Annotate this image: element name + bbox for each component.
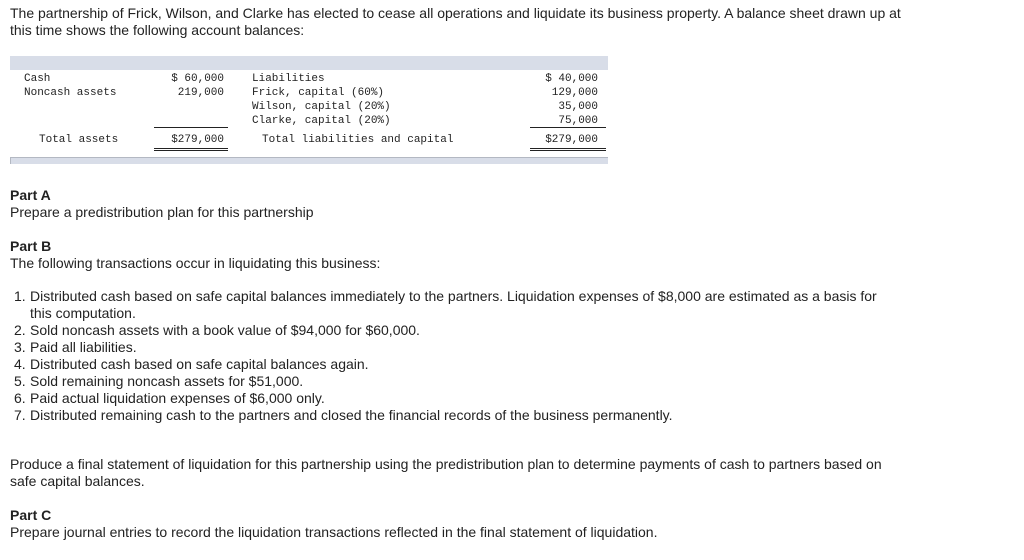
list-item-number: 2. bbox=[14, 322, 26, 338]
liab-label-liabilities: Liabilities bbox=[252, 73, 325, 85]
intro-text: The partnership of Frick, Wilson, and Clarke has elected to cease all operations and liquidate its business property. A balance sheet drawn up at this time shows the following account balances: bbox=[10, 5, 901, 38]
assets-total-double-rule bbox=[154, 148, 228, 151]
liab-label-frick: Frick, capital (60%) bbox=[252, 87, 385, 99]
liab-label-clarke: Clarke, capital (20%) bbox=[252, 115, 391, 127]
list-item-text: Distributed cash based on safe capital balances immediately to the partners. Liquidation expenses of $8,000 are estimated as a basis for this computation. bbox=[30, 288, 877, 321]
part-c-text: Prepare journal entries to record the liquidation transactions reflected in the final statement of liquidation. bbox=[10, 524, 658, 540]
liab-total-double-rule bbox=[530, 148, 606, 151]
list-item bbox=[14, 356, 894, 373]
liab-amount-frick: 129,000 bbox=[551, 87, 598, 99]
liab-amount-clarke: 75,000 bbox=[558, 115, 598, 127]
asset-label-noncash: Noncash assets bbox=[24, 87, 117, 99]
total-liab-capital-label: Total liabilities and capital bbox=[262, 134, 454, 146]
assets-subtotal-rule bbox=[154, 127, 228, 128]
liab-amount-wilson: 35,000 bbox=[558, 101, 598, 113]
list-item-number: 7. bbox=[14, 407, 26, 423]
part-b-heading: Part B bbox=[10, 238, 52, 254]
asset-amount-noncash: 219,000 bbox=[177, 87, 224, 99]
part-a-text: Prepare a predistribution plan for this partnership bbox=[10, 204, 314, 220]
asset-label-cash: Cash bbox=[24, 73, 51, 85]
part-a-heading: Part A bbox=[10, 187, 51, 203]
list-item-text: Distributed remaining cash to the partners and closed the financial records of the business permanently. bbox=[30, 407, 673, 423]
list-item-number: 4. bbox=[14, 356, 26, 372]
transaction-list bbox=[14, 288, 894, 424]
list-item bbox=[14, 373, 894, 390]
list-item bbox=[14, 288, 894, 322]
liab-amount-liabilities: $ 40,000 bbox=[545, 73, 598, 85]
list-item bbox=[14, 407, 894, 424]
list-item-number: 5. bbox=[14, 373, 26, 389]
total-assets-label: Total assets bbox=[39, 134, 119, 146]
list-item-text: Distributed cash based on safe capital balances again. bbox=[30, 356, 369, 372]
list-item-number: 1. bbox=[14, 288, 26, 304]
balance-sheet bbox=[10, 56, 608, 164]
asset-amount-cash: $ 60,000 bbox=[171, 73, 224, 85]
balance-sheet-top-band bbox=[10, 56, 608, 70]
balance-sheet-bottom-band bbox=[10, 157, 608, 164]
total-liab-capital-amount: $279,000 bbox=[545, 134, 598, 146]
total-assets-amount: $279,000 bbox=[171, 134, 224, 146]
list-item bbox=[14, 322, 894, 339]
part-c-heading: Part C bbox=[10, 507, 52, 523]
list-item bbox=[14, 339, 894, 356]
liab-subtotal-rule bbox=[530, 127, 606, 128]
liab-label-wilson: Wilson, capital (20%) bbox=[252, 101, 391, 113]
list-item-number: 6. bbox=[14, 390, 26, 406]
list-item-text: Paid all liabilities. bbox=[30, 339, 137, 355]
list-item-text: Sold remaining noncash assets for $51,000. bbox=[30, 373, 304, 389]
part-b-closing-text: Produce a final statement of liquidation for this partnership using the predistribution plan to determine payments of cash to partners based on safe capital balances. bbox=[10, 456, 882, 489]
list-item-text: Paid actual liquidation expenses of $6,000 only. bbox=[30, 390, 325, 406]
list-item-number: 3. bbox=[14, 339, 26, 355]
list-item-text: Sold noncash assets with a book value of $94,000 for $60,000. bbox=[30, 322, 420, 338]
part-b-text: The following transactions occur in liquidating this business: bbox=[10, 255, 381, 271]
list-item bbox=[14, 390, 894, 407]
